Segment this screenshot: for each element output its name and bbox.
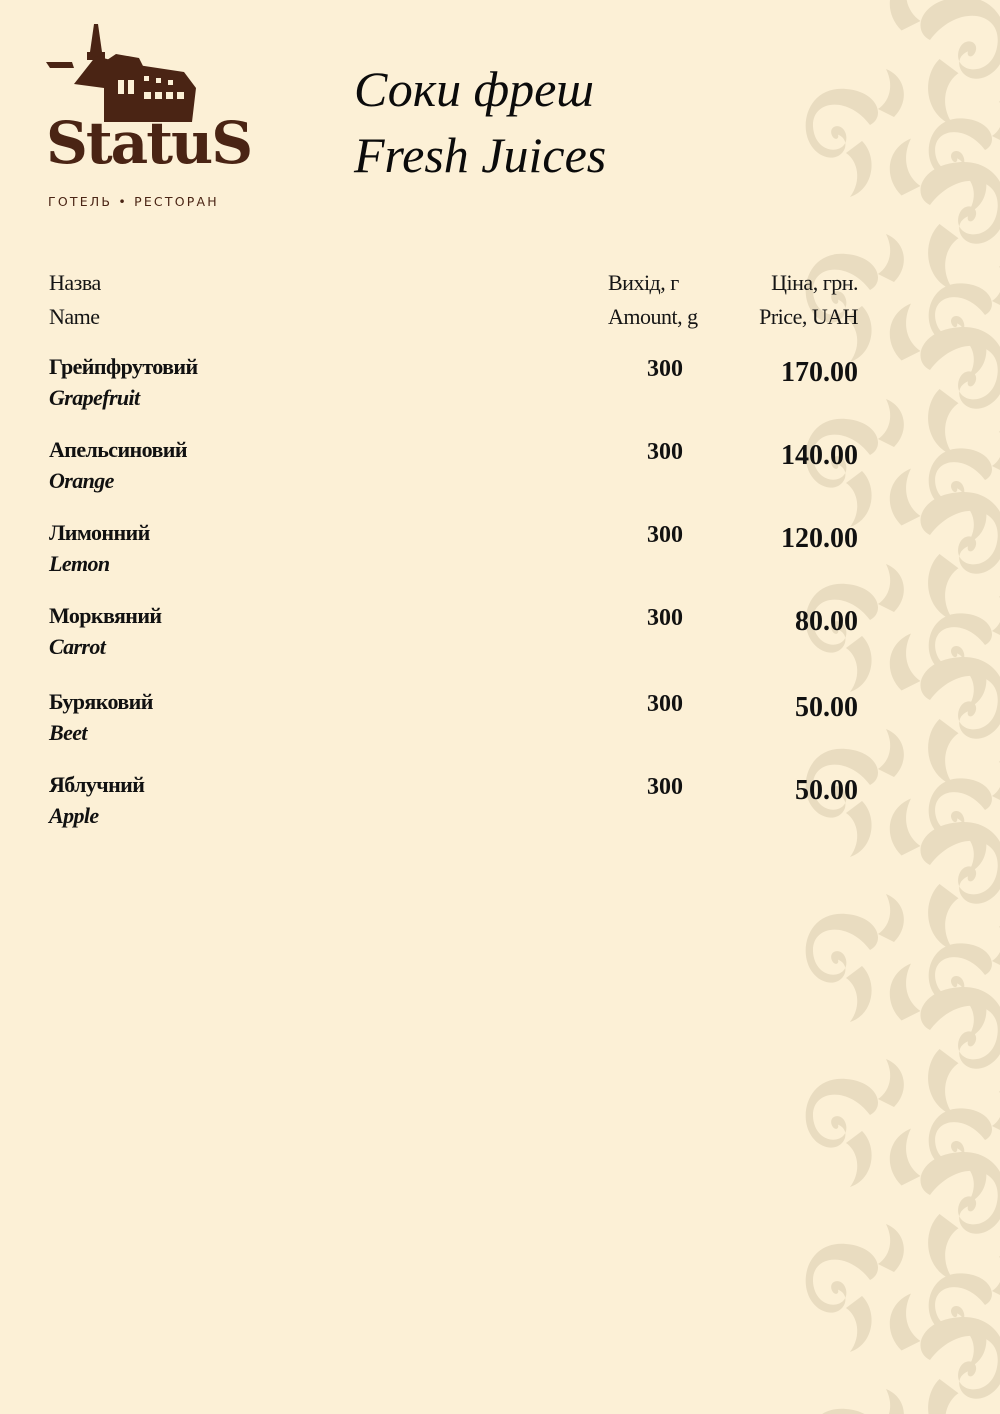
header-amount-en: Amount, g [608, 304, 698, 329]
item-name-en: Orange [49, 468, 114, 493]
item-name-ua: Лимонний [49, 520, 150, 545]
header-amount [608, 266, 698, 334]
item-name-en: Lemon [49, 551, 110, 576]
item-name-ua: Буряковий [49, 689, 153, 714]
item-amount: 300 [647, 774, 683, 800]
menu-item [0, 350, 1000, 433]
title-en: Fresh Juices [354, 127, 607, 183]
status-logo [44, 22, 252, 209]
item-price: 120.00 [781, 523, 858, 554]
item-name-ua: Грейпфрутовий [49, 354, 198, 379]
item-name-en: Apple [49, 803, 99, 828]
item-name-en: Grapefruit [49, 385, 140, 410]
item-price: 50.00 [795, 775, 858, 806]
page-title [354, 56, 606, 188]
header-name-ua: Назва [49, 270, 101, 295]
header-price-en: Price, UAH [759, 304, 858, 329]
logo-wordmark: StatuS [46, 109, 252, 177]
item-price: 140.00 [781, 440, 858, 471]
menu-item [0, 433, 1000, 516]
item-amount: 300 [647, 439, 683, 465]
header-price-ua: Ціна, грн. [771, 270, 858, 295]
item-name-en: Beet [49, 720, 87, 745]
item-name-ua: Яблучний [49, 772, 145, 797]
menu-item [0, 768, 1000, 851]
item-amount: 300 [647, 605, 683, 631]
menu-item [0, 599, 1000, 685]
header-price [759, 266, 858, 334]
header-name [49, 266, 101, 334]
header-name-en: Name [49, 304, 100, 329]
item-amount: 300 [647, 356, 683, 382]
item-name-en: Carrot [49, 634, 106, 659]
item-amount: 300 [647, 522, 683, 548]
menu-list [0, 350, 1000, 851]
item-amount: 300 [647, 691, 683, 717]
item-price: 50.00 [795, 692, 858, 723]
menu-item [0, 516, 1000, 599]
item-name-ua: Апельсиновий [49, 437, 187, 462]
menu-item [0, 685, 1000, 768]
header-amount-ua: Вихід, г [608, 270, 679, 295]
title-ua: Соки фреш [354, 61, 595, 117]
item-price: 170.00 [781, 357, 858, 388]
logo-subtitle: ГОТЕЛЬ • РЕСТОРАН [48, 194, 219, 209]
item-price: 80.00 [795, 606, 858, 637]
item-name-ua: Морквяний [49, 603, 162, 628]
